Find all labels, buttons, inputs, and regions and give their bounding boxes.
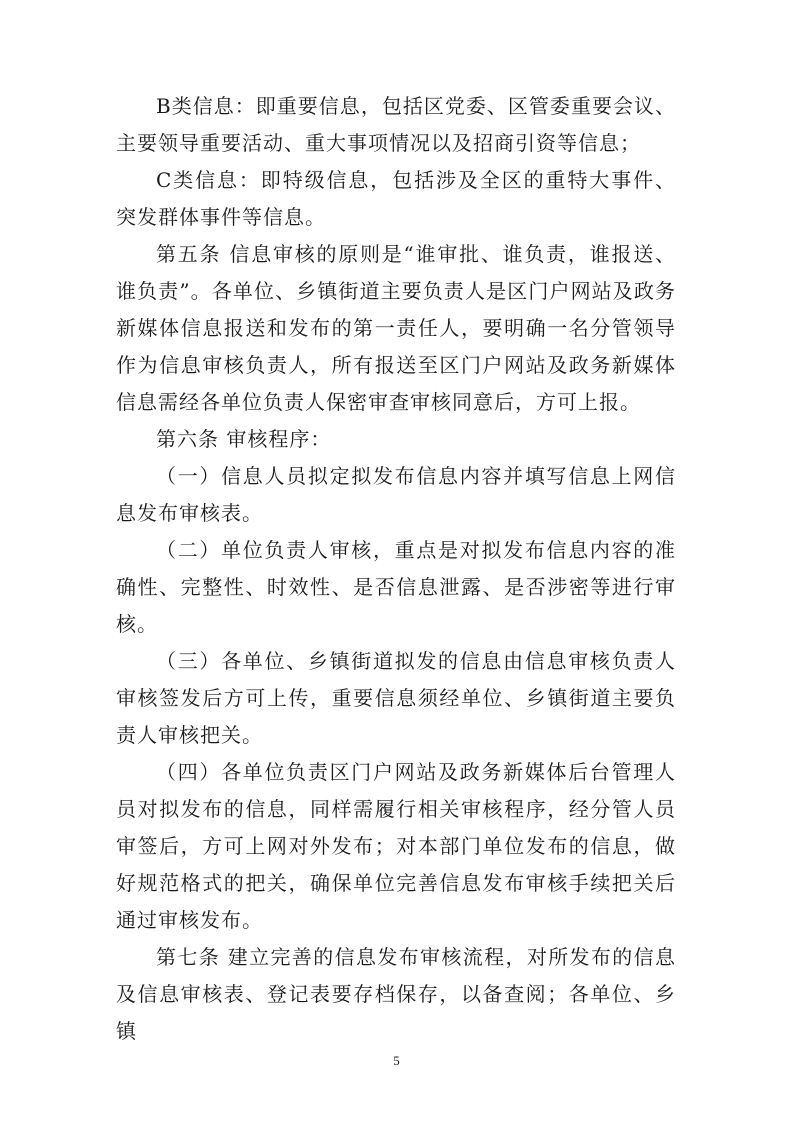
paragraph-article-6-item-4: （四）各单位负责区门户网站及政务新媒体后台管理人员对拟发布的信息，同样需履行相关审核程序，经分管人员审签后，方可上网对外发布；对本部门单位发布的信息，做好规范格式的把关，确保单位完善信息发布审核手续把关后通过审核发布。 [116,760,676,932]
paragraph-article-6-heading: 第六条 审核程序： [156,427,332,451]
paragraph-article-5: 第五条 信息审核的原则是“谁审批、谁负责，谁报送、谁负责”。各单位、乡镇街道主要负责人是区门户网站及政务新媒体信息报送和发布的第一责任人，要明确一名分管领导作为信息审核负责人，所有报送至区门户网站及政务新媒体信息需经各单位负责人保密审查审核同意后，方可上报。 [116,242,676,414]
paragraph-article-6-item-3: （三）各单位、乡镇街道拟发的信息由信息审核负责人审核签发后方可上传，重要信息须经单位、乡镇街道主要负责人审核把关。 [116,649,676,747]
document-body [116,88,676,1050]
paragraph-article-6-item-1: （一）信息人员拟定拟发布信息内容并填写信息上网信息发布审核表。 [116,464,676,525]
paragraph-class-c-info: C类信息：即特级信息，包括涉及全区的重特大事件、突发群体事件等信息。 [116,168,676,229]
paragraph-class-b-info: B类信息：即重要信息，包括区党委、区管委重要会议、主要领导重要活动、重大事项情况以及招商引资等信息； [116,94,676,155]
page-number: 5 [393,1053,400,1068]
paragraph-article-6-item-2: （二）单位负责人审核，重点是对拟发布信息内容的准确性、完整性、时效性、是否信息泄露、是否涉密等进行审核。 [116,538,676,636]
paragraph-article-7: 第七条 建立完善的信息发布审核流程，对所发布的信息及信息审核表、登记表要存档保存，以备查阅；各单位、乡镇 [116,945,676,1043]
